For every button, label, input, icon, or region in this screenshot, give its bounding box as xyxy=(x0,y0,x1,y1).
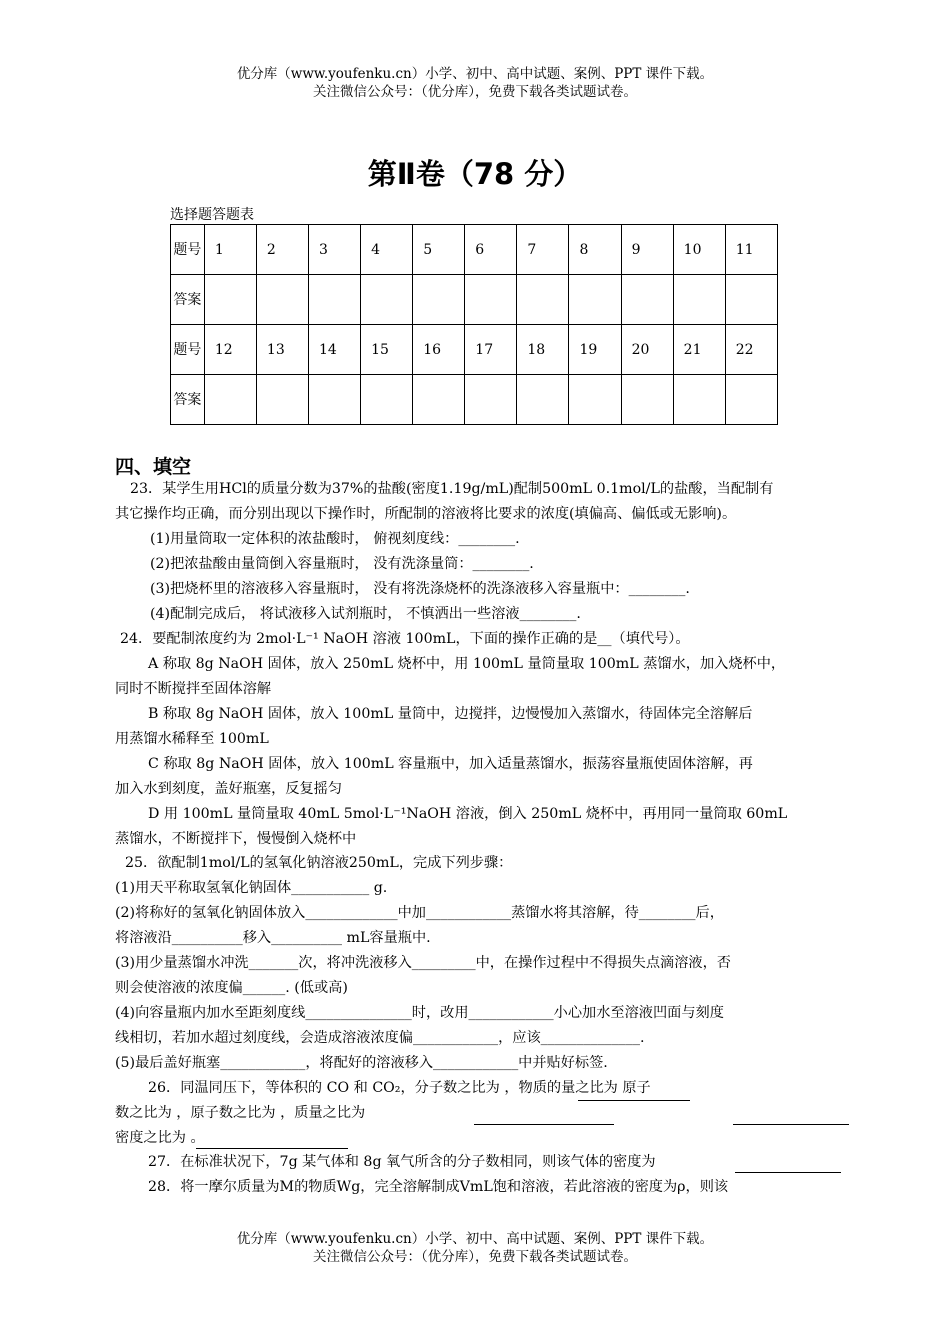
question-24-option-d-cont: 蒸馏水，不断搅拌下，慢慢倒入烧杯中 xyxy=(115,831,357,847)
answer-cell[interactable] xyxy=(621,375,673,425)
answer-cell[interactable] xyxy=(361,275,413,325)
question-25-stem: 25．欲配制1mol/L的氢氧化钠溶液250mL，完成下列步骤： xyxy=(125,855,513,871)
question-24-option-a: A 称取 8g NaOH 固体，放入 250mL 烧杯中，用 100mL 量筒量取 100mL 蒸馏水，加入烧杯中， xyxy=(148,656,786,672)
question-number-cell: 1 xyxy=(204,225,256,275)
answer-label: 答案 xyxy=(171,375,205,425)
answer-table xyxy=(170,224,778,425)
question-number-cell: 12 xyxy=(204,325,256,375)
question-number-cell: 4 xyxy=(361,225,413,275)
section-title: 第Ⅱ卷（78 分） xyxy=(367,157,583,191)
answer-cell[interactable] xyxy=(309,275,361,325)
question-23-line-2: 其它操作均正确，而分别出现以下操作时，所配制的溶液将比要求的浓度(填偏高、偏低或无影响)。 xyxy=(115,506,737,522)
question-number-cell: 11 xyxy=(725,225,777,275)
question-26-line-3: 密度之比为 。 xyxy=(115,1130,205,1146)
answer-blank-line[interactable] xyxy=(733,1124,849,1125)
question-number-cell: 7 xyxy=(517,225,569,275)
question-23-line-1: 23．某学生用HCl的质量分数为37%的盐酸(密度1.19g/mL)配制500mL 0.1mol/L的盐酸，当配制有 xyxy=(130,481,774,497)
page-footer-line-2: 关注微信公众号：（优分库），免费下载各类试题试卷。 xyxy=(313,1249,637,1265)
answer-cell[interactable] xyxy=(413,275,465,325)
question-25-step-4-cont: 线相切，若加水超过刻度线，会造成溶液浓度偏____________，应该______________. xyxy=(115,1030,645,1046)
table-caption: 选择题答题表 xyxy=(170,207,254,223)
answer-cell[interactable] xyxy=(204,375,256,425)
table-row xyxy=(171,225,778,275)
question-number-cell: 17 xyxy=(465,325,517,375)
table-row xyxy=(171,375,778,425)
question-25-step-2-cont: 将溶液沿__________移入__________ mL容量瓶中. xyxy=(115,930,431,946)
table-row xyxy=(171,325,778,375)
question-number-cell: 9 xyxy=(621,225,673,275)
question-25-step-4: (4)向容量瓶内加水至距刻度线_______________时，改用____________小心加水至溶液凹面与刻度 xyxy=(115,1005,724,1021)
answer-cell[interactable] xyxy=(309,375,361,425)
question-24-option-c: C 称取 8g NaOH 固体，放入 100mL 容量瓶中，加入适量蒸馏水，振荡容量瓶使固体溶解，再 xyxy=(148,756,753,772)
answer-cell[interactable] xyxy=(725,375,777,425)
question-number-label: 题号 xyxy=(171,325,205,375)
question-number-label: 题号 xyxy=(171,225,205,275)
answer-cell[interactable] xyxy=(256,275,308,325)
question-number-cell: 8 xyxy=(569,225,621,275)
question-23-item-2: (2)把浓盐酸由量筒倒入容量瓶时， 没有洗涤量筒：________. xyxy=(150,556,534,572)
question-24-option-b-cont: 用蒸馏水稀释至 100mL xyxy=(115,731,269,747)
question-number-cell: 10 xyxy=(673,225,725,275)
question-28: 28．将一摩尔质量为M的物质Wg，完全溶解制成VmL饱和溶液，若此溶液的密度为ρ，则该 xyxy=(148,1179,729,1195)
answer-cell[interactable] xyxy=(517,275,569,325)
page-header-line-1: 优分库（www.youfenku.cn）小学、初中、高中试题、案例、PPT 课件下载。 xyxy=(236,66,714,82)
answer-cell[interactable] xyxy=(413,375,465,425)
answer-cell[interactable] xyxy=(569,375,621,425)
question-26-line-1: 26．同温同压下，等体积的 CO 和 CO₂，分子数之比为 ，物质的量之比为 原子 xyxy=(148,1080,651,1096)
question-number-cell: 16 xyxy=(413,325,465,375)
question-number-cell: 3 xyxy=(309,225,361,275)
answer-blank-line[interactable] xyxy=(578,1100,690,1101)
answer-cell[interactable] xyxy=(517,375,569,425)
answer-cell[interactable] xyxy=(361,375,413,425)
question-24-option-c-cont: 加入水到刻度，盖好瓶塞，反复摇匀 xyxy=(115,781,343,797)
question-25-step-3-cont: 则会使溶液的浓度偏______. (低或高) xyxy=(115,980,348,996)
question-number-cell: 22 xyxy=(725,325,777,375)
answer-cell[interactable] xyxy=(204,275,256,325)
answer-cell[interactable] xyxy=(621,275,673,325)
question-number-cell: 15 xyxy=(361,325,413,375)
table-row xyxy=(171,275,778,325)
question-number-cell: 19 xyxy=(569,325,621,375)
page-header-line-2: 关注微信公众号：（优分库），免费下载各类试题试卷。 xyxy=(313,84,637,100)
question-23-item-4: (4)配制完成后， 将试液移入试剂瓶时， 不慎洒出一些溶液________. xyxy=(150,606,581,622)
question-25-step-5: (5)最后盖好瓶塞____________，将配好的溶液移入____________中并贴好标签. xyxy=(115,1055,608,1071)
answer-label: 答案 xyxy=(171,275,205,325)
answer-cell[interactable] xyxy=(725,275,777,325)
answer-cell[interactable] xyxy=(569,275,621,325)
fill-in-section-heading: 四、填空 xyxy=(115,456,192,478)
question-number-cell: 13 xyxy=(256,325,308,375)
question-24-stem: 24．要配制浓度约为 2mol·L⁻¹ NaOH 溶液 100mL，下面的操作正确的是__（填代号）。 xyxy=(120,631,690,647)
answer-blank-line[interactable] xyxy=(474,1124,614,1125)
question-number-cell: 2 xyxy=(256,225,308,275)
question-23-item-1: (1)用量筒取一定体积的浓盐酸时， 俯视刻度线：________. xyxy=(150,531,520,547)
question-number-cell: 18 xyxy=(517,325,569,375)
question-25-step-3: (3)用少量蒸馏水冲洗_______次，将冲洗液移入_________中，在操作过程中不得损失点滴溶液，否 xyxy=(115,955,731,971)
question-number-cell: 5 xyxy=(413,225,465,275)
answer-blank-line[interactable] xyxy=(735,1172,841,1173)
answer-blank-line[interactable] xyxy=(196,1148,348,1149)
answer-cell[interactable] xyxy=(465,375,517,425)
question-number-cell: 6 xyxy=(465,225,517,275)
question-26-line-2: 数之比为 ，原子数之比为 ，质量之比为 xyxy=(115,1105,366,1121)
question-23-item-3: (3)把烧杯里的溶液移入容量瓶时， 没有将洗涤烧杯的洗涤液移入容量瓶中：________. xyxy=(150,581,690,597)
question-25-step-1: (1)用天平称取氢氧化钠固体___________ g. xyxy=(115,880,388,896)
question-25-step-2: (2)将称好的氢氧化钠固体放入_____________中加____________蒸馏水将其溶解，待________后， xyxy=(115,905,724,921)
question-number-cell: 20 xyxy=(621,325,673,375)
question-number-cell: 21 xyxy=(673,325,725,375)
answer-cell[interactable] xyxy=(673,275,725,325)
answer-cell[interactable] xyxy=(673,375,725,425)
answer-cell[interactable] xyxy=(256,375,308,425)
question-27: 27．在标准状况下，7g 某气体和 8g 氧气所含的分子数相同，则该气体的密度为 xyxy=(148,1154,656,1170)
question-number-cell: 14 xyxy=(309,325,361,375)
question-24-option-b: B 称取 8g NaOH 固体，放入 100mL 量筒中，边搅拌，边慢慢加入蒸馏水，待固体完全溶解后 xyxy=(148,706,753,722)
page-footer-line-1: 优分库（www.youfenku.cn）小学、初中、高中试题、案例、PPT 课件下载。 xyxy=(236,1231,714,1247)
question-24-option-a-cont: 同时不断搅拌至固体溶解 xyxy=(115,681,272,697)
question-24-option-d: D 用 100mL 量筒量取 40mL 5mol·L⁻¹NaOH 溶液，倒入 250mL 烧杯中，再用同一量筒取 60mL xyxy=(148,806,788,822)
answer-cell[interactable] xyxy=(465,275,517,325)
